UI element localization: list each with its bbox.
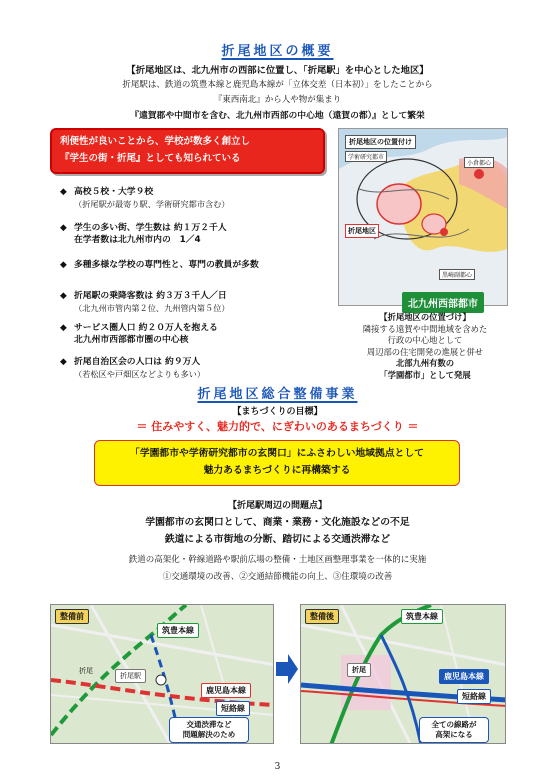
section1-title: 折尾地区の概要 bbox=[221, 44, 334, 59]
bullet-item bbox=[60, 290, 330, 314]
after-map bbox=[300, 604, 506, 744]
label-orio-district: 折尾地区 bbox=[345, 224, 379, 238]
description-line2: ①交通環境の改善、②交通結節機能の向上、③住環境の改善 bbox=[162, 572, 393, 582]
section1-line3: 『遠賀郡や中間市を含む、北九州市西部の中心地（遠賀の都）』として繁栄 bbox=[130, 111, 425, 121]
policy-line1: 「学園都市や学術研究都市の玄関口」にふさわしい地域拠点として bbox=[130, 448, 424, 459]
banner-line2: 『学生の街・折尾』としても知られている bbox=[60, 153, 241, 164]
label-tanraku: 短絡線 bbox=[216, 701, 250, 716]
bullet-main: 折尾自治区会の人口は 約９万人 bbox=[74, 357, 201, 367]
after-tag: 整備後 bbox=[305, 609, 339, 624]
label-tanraku: 短絡線 bbox=[457, 689, 491, 704]
label-kagoshima: 鹿児島本線 bbox=[201, 683, 251, 698]
section1-line2: 『東西南北』から人や物が集まり bbox=[213, 95, 342, 105]
description-line1: 鉄道の高架化・幹線道路や駅前広場の整備・土地区画整理事業を一体的に実施 bbox=[128, 555, 427, 565]
page-number: 3 bbox=[274, 762, 281, 772]
after-note-line2: 高架になる bbox=[435, 730, 473, 739]
bullet-sub: （若松区や戸畑区などよりも多い） bbox=[74, 369, 206, 379]
problem-heading: 【折尾駅周辺の問題点】 bbox=[227, 501, 327, 511]
label-chikuho: 筑豊本線 bbox=[401, 609, 443, 624]
section1-line1: 折尾駅は、鉄道の筑豊本線と鹿児島本線が「立体交差（日本初）」をしたことから bbox=[122, 80, 433, 90]
caption-line: 北部九州有数の bbox=[395, 358, 455, 368]
caption-line: 行政の中心地として bbox=[387, 335, 463, 345]
bullet-main: 多種多様な学校の専門性と、専門の教員が多数 bbox=[74, 260, 259, 270]
goal-statement: ＝ 住みやすく、魅力的で、にぎわいのあるまちづくり ＝ bbox=[136, 420, 419, 433]
bullet-item bbox=[60, 186, 330, 210]
after-note bbox=[419, 717, 489, 743]
diamond-icon: ◆ bbox=[60, 260, 67, 270]
problem-line1: 学園都市の玄関口として、商業・業務・文化施設などの不足 bbox=[145, 517, 410, 528]
before-note-line1: 交通渋滞など bbox=[186, 720, 232, 729]
bullet-sub: 在学者数は北九州市内の 1／4 bbox=[74, 235, 201, 245]
location-caption bbox=[330, 312, 520, 381]
before-tag: 整備前 bbox=[55, 609, 89, 624]
before-note-line2: 問題解決のため bbox=[182, 730, 236, 739]
after-note-line1: 全ての線路が bbox=[431, 720, 477, 729]
section2-title: 折尾地区総合整備事業 bbox=[197, 387, 358, 402]
problem-line2: 鉄道による市街地の分断、踏切による交通渋滞など bbox=[164, 534, 391, 545]
campus-town-banner bbox=[50, 128, 325, 174]
caption-line: 「学園都市」として発展 bbox=[379, 369, 471, 380]
bullet-main: 折尾駅の乗降客数は 約３万３千人／日 bbox=[74, 291, 227, 301]
bullet-sub: （折尾駅が最寄り駅、学術研究都市含む） bbox=[74, 199, 230, 209]
bullet-item bbox=[60, 259, 340, 271]
section1-headline: 【折尾地区は、北九州市の西部に位置し、「折尾駅」を中心とした地区】 bbox=[126, 65, 429, 76]
bullet-main: 学生の多い街、学生数は 約１万２千人 bbox=[74, 223, 227, 233]
goal-heading: 【まちづくりの目標】 bbox=[232, 407, 323, 417]
caption-title: 【折尾地区の位置づけ】 bbox=[379, 312, 471, 322]
location-map bbox=[338, 128, 508, 306]
diamond-icon: ◆ bbox=[60, 323, 67, 333]
label-kokura: 小倉都心 bbox=[464, 157, 494, 168]
policy-line2: 魅力あるまちづくりに再構築する bbox=[203, 465, 351, 476]
diamond-icon: ◆ bbox=[60, 357, 67, 367]
diamond-icon: ◆ bbox=[60, 187, 67, 197]
policy-box bbox=[94, 440, 460, 486]
label-orio-station: 折尾駅 bbox=[115, 669, 146, 683]
bullet-item bbox=[60, 222, 330, 246]
banner-line1: 利便性が良いことから、学校が数多く創立し bbox=[60, 136, 251, 147]
bullet-item bbox=[60, 356, 330, 380]
before-map bbox=[50, 604, 274, 744]
arrow-right-icon bbox=[276, 654, 298, 684]
location-map-header: 折尾地区の位置付け bbox=[345, 135, 416, 149]
label-chikuho: 筑豊本線 bbox=[157, 623, 199, 638]
west-city-label: 北九州西部都市 bbox=[402, 292, 484, 313]
label-kagoshima: 鹿児島本線 bbox=[439, 669, 489, 684]
label-kurosaki: 黒崎副都心 bbox=[439, 269, 475, 280]
bullet-main: サービス圏人口 約２０万人を抱える bbox=[74, 323, 218, 333]
bullet-item bbox=[60, 322, 330, 346]
label-orio: 折尾 bbox=[347, 663, 371, 677]
label-research-city: 学術研究都市 bbox=[345, 151, 387, 162]
diamond-icon: ◆ bbox=[60, 291, 67, 301]
caption-line: 隣接する遠賀や中間地域を含めた bbox=[362, 323, 488, 334]
bullet-sub: （北九州市管内第２位、九州管内第５位） bbox=[74, 303, 230, 313]
label-orio: 折尾 bbox=[79, 667, 93, 675]
before-note bbox=[169, 717, 249, 743]
diamond-icon: ◆ bbox=[60, 223, 67, 233]
caption-line: 周辺部の住宅開発の進展と併せ bbox=[366, 346, 484, 357]
bullet-main: 高校５校・大学９校 bbox=[74, 187, 154, 197]
bullet-sub: 北九州市西部都市圏の中心核 bbox=[74, 335, 189, 345]
